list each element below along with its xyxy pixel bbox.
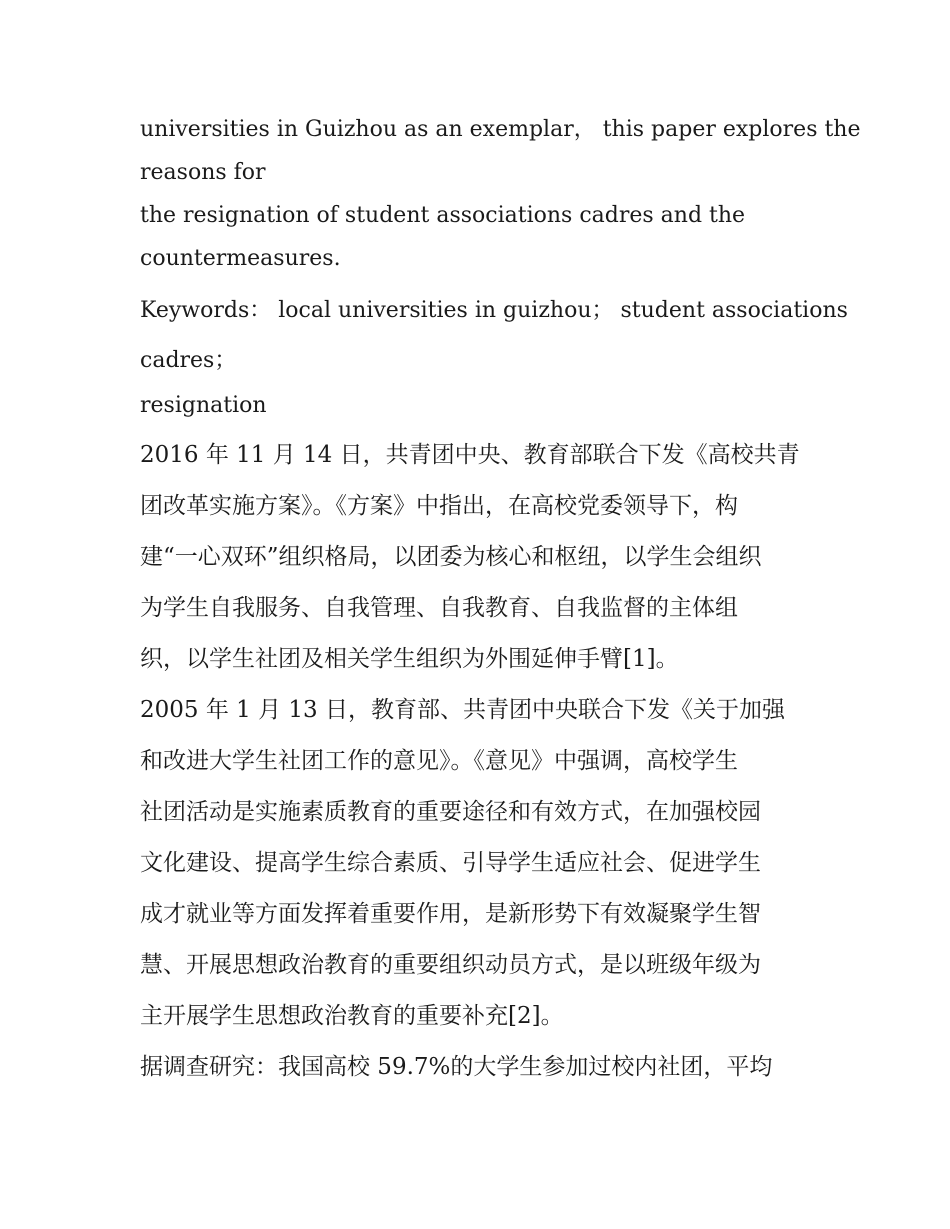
paragraph-line: 慧、开展思想政治教育的重要组织动员方式，是以班级年级为: [140, 952, 761, 978]
keywords-line: resignation: [140, 393, 267, 418]
abstract-line: reasons for: [140, 160, 266, 185]
paragraph-line: 为学生自我服务、自我管理、自我教育、自我监督的主体组: [140, 595, 738, 621]
paragraph-line: 文化建设、提高学生综合素质、引导学生适应社会、促进学生: [140, 850, 761, 876]
paragraph-line: 成才就业等方面发挥着重要作用，是新形势下有效凝聚学生智: [140, 901, 761, 927]
abstract-line: the resignation of student associations cadres and the: [140, 203, 746, 228]
keywords-line: Keywords： local universities in guizhou； student associations: [140, 298, 848, 323]
paragraph-line: 2005 年 1 月 13 日，教育部、共青团中央联合下发《关于加强: [140, 697, 785, 723]
paragraph-2016-plan: [140, 430, 820, 685]
abstract-text: [140, 108, 861, 280]
paragraph-line: 2016 年 11 月 14 日，共青团中央、教育部联合下发《高校共青: [140, 442, 800, 468]
paragraph-line: 主开展学生思想政治教育的重要补充[2]。: [140, 1003, 564, 1029]
paragraph-line: 社团活动是实施素质教育的重要途径和有效方式，在加强校园: [140, 799, 761, 825]
paragraph-line: 据调查研究：我国高校 59.7%的大学生参加过校内社团，平均: [140, 1054, 773, 1080]
document-page: [140, 108, 861, 1093]
keywords-line: cadres；: [140, 348, 237, 373]
keywords: [140, 286, 848, 426]
paragraph-2005-opinions: [140, 685, 820, 1042]
abstract-line: countermeasures.: [140, 246, 341, 271]
paragraph-line: 织，以学生社团及相关学生组织为外围延伸手臂[1]。: [140, 646, 679, 672]
paragraph-line: 建“一心双环”组织格局，以团委为核心和枢纽，以学生会组织: [140, 544, 762, 570]
paragraph-line: 和改进大学生社团工作的意见》。《意见》中强调，高校学生: [140, 748, 738, 774]
paragraph-line: 团改革实施方案》。《方案》中指出，在高校党委领导下，构: [140, 493, 738, 519]
paragraph-survey: [140, 1042, 820, 1093]
abstract-line: universities in Guizhou as an exemplar， this paper explores the: [140, 117, 861, 142]
